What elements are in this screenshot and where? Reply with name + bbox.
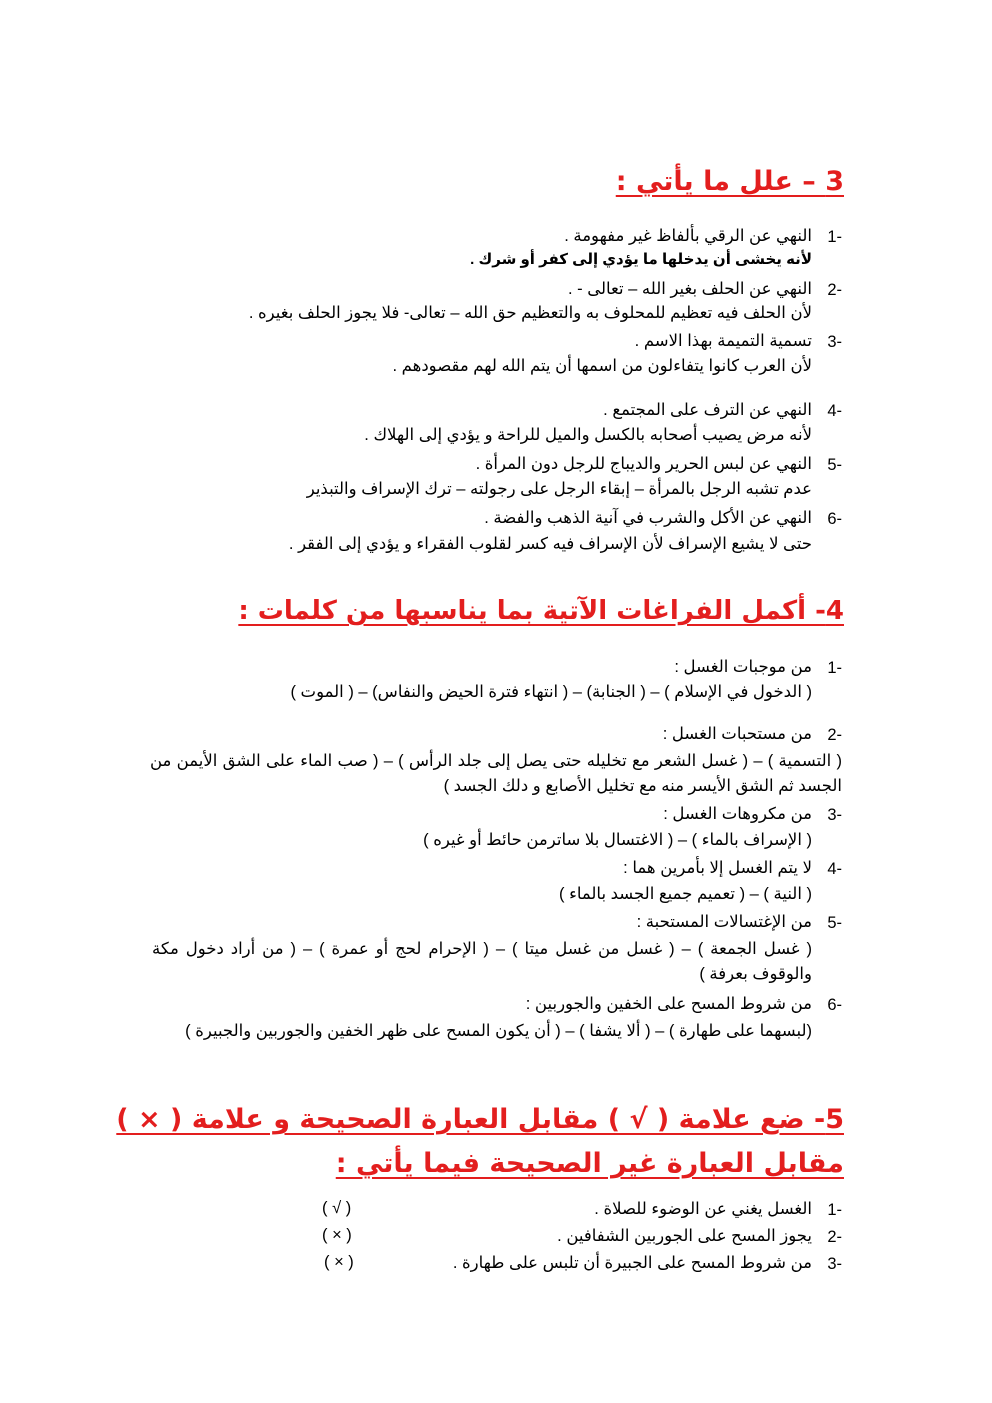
answer-text: عدم تشبه الرجل بالمرأة – إبقاء الرجل على رجولته – ترك الإسراف والتبذير <box>306 480 812 498</box>
item-number: 4- <box>827 860 842 878</box>
statement-text: من شروط المسح على الجبيرة أن تلبس على طهارة . <box>452 1254 812 1272</box>
question-text: من الإغتسالات المستحبة : <box>636 913 812 931</box>
answer-text: (لبسهما على طهارة ) – ( ألا يشفا ) – ( أن يكون المسح على ظهر الخفين والجوربين والجبيرة ) <box>185 1022 812 1040</box>
statement-text: يجوز المسح على الجوربين الشفافين . <box>557 1227 812 1245</box>
answer-text: ( النية ) – ( تعميم جميع الجسد بالماء ) <box>559 885 812 903</box>
item-number: 3- <box>827 806 842 824</box>
answer-mark: ( × ) <box>324 1253 354 1271</box>
question-text: النهي عن لبس الحرير والديباج للرجل دون المرأة . <box>475 455 812 473</box>
question-text: من شروط المسح على الخفين والجوربين : <box>525 995 812 1013</box>
question-text: من موجبات الغسل : <box>674 658 812 676</box>
answer-text: ( الإسراف بالماء ) – ( الاغتسال بلا ساترمن حائط أو غيره ) <box>423 831 812 849</box>
answer-mark: ( × ) <box>322 1226 352 1244</box>
item-number: 1- <box>827 1201 842 1219</box>
question-text: لا يتم الغسل إلا بأمرين هما : <box>623 859 812 877</box>
item-number: 2- <box>827 726 842 744</box>
answer-text: لأنه يخشى أن يدخلها ما يؤدي إلى كفر أو شرك . <box>470 251 812 268</box>
section4-title: 4- أكمل الفراغات الآتية بما يناسبها من كلمات : <box>238 596 844 626</box>
answer-text: لأن العرب كانوا يتفاءلون من اسمها أن يتم الله لهم مقصودهم . <box>392 357 812 375</box>
section3-title: 3 – علل ما يأتي : <box>615 166 844 197</box>
question-text: النهي عن الترف على المجتمع . <box>603 401 812 419</box>
item-number: 1- <box>827 228 842 246</box>
item-number: 2- <box>827 1228 842 1246</box>
question-text: من مستحبات الغسل : <box>662 725 812 743</box>
answer-text: ( التسمية ) – ( غسل الشعر مع تخليله حتى يصل إلى جلد الرأس ) – ( صب الماء على الشق الأيمن من الجسد ثم الشق الأيسر منه مع تخليل الأصابع و دلك الجسد ) <box>150 752 842 795</box>
item-number: 6- <box>827 996 842 1014</box>
question-text: النهي عن الحلف بغير الله – تعالى - . <box>567 280 812 298</box>
item-number: 3- <box>827 1255 842 1273</box>
statement-text: الغسل يغني عن الوضوء للصلاة . <box>594 1200 812 1218</box>
answer-text: ( الدخول في الإسلام ) – ( الجنابة) – ( انتهاء فترة الحيض والنفاس) – ( الموت ) <box>290 683 812 701</box>
item-number: 5- <box>827 914 842 932</box>
item-number: 2- <box>827 281 842 299</box>
answer-text: لأن الحلف فيه تعظيم للمحلوف به والتعظيم حق الله – تعالى- فلا يجوز الحلف بغيره . <box>248 304 812 322</box>
answer-mark: ( √ ) <box>322 1199 352 1217</box>
question-text: تسمية التميمة بهذا الاسم . <box>634 332 812 350</box>
item-number: 6- <box>827 510 842 528</box>
answer-text: ( غسل الجمعة ) – ( غسل من غسل ميتا ) – ( الإحرام لحج أو عمرة ) – ( من أراد دخول مكة والوقوف بعرفة ) <box>152 940 812 983</box>
item-number: 1- <box>827 659 842 677</box>
answer-text: حتى لا يشيع الإسراف لأن الإسراف فيه كسر لقلوب الفقراء و يؤدي إلى الفقر . <box>288 535 812 553</box>
section5-title-line1: 5- ضع علامة ( √ ) مقابل العبارة الصحيحة و علامة ( × ) <box>116 1104 844 1135</box>
item-number: 3- <box>827 333 842 351</box>
answer-text: لأنه مرض يصيب أصحابه بالكسل والميل للراحة و يؤدي إلى الهلاك . <box>364 426 812 444</box>
question-text: النهي عن الرقي بألفاظ غير مفهومة . <box>564 227 812 245</box>
section5-title-line2: مقابل العبارة غير الصحيحة فيما يأتي : <box>335 1148 844 1179</box>
item-number: 4- <box>827 402 842 420</box>
question-text: من مكروهات الغسل : <box>663 805 812 823</box>
question-text: النهي عن الأكل والشرب في آنية الذهب والفضة . <box>484 509 812 527</box>
item-number: 5- <box>827 456 842 474</box>
